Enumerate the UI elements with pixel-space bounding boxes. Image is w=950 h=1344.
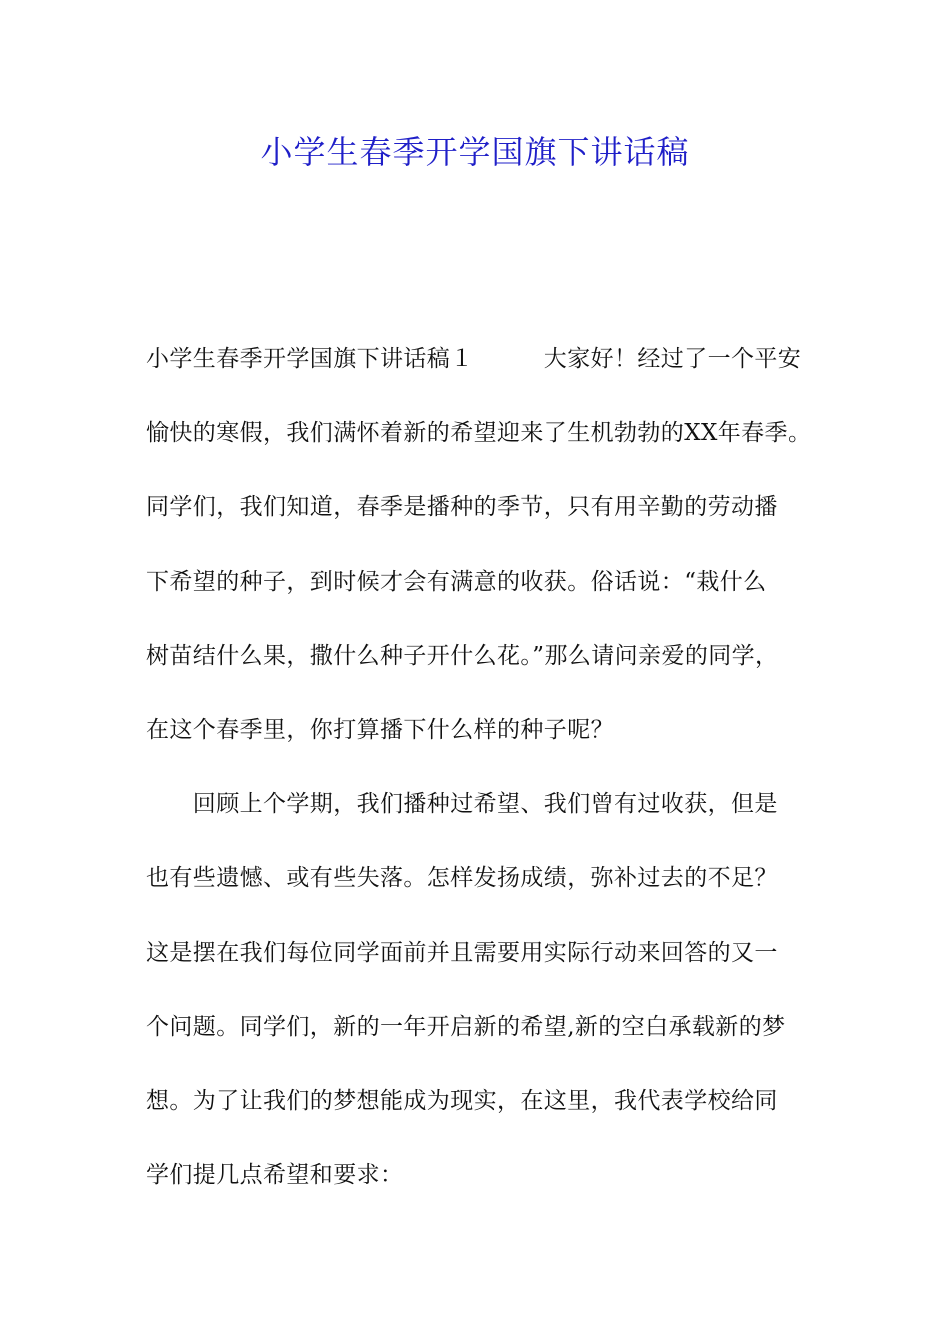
body-line: 个问题。同学们，新的一年开启新的希望,新的空白承载新的梦: [146, 1013, 786, 1040]
body-line: 想。为了让我们的梦想能成为现实，在这里，我代表学校给同: [146, 1087, 778, 1114]
body-line: 回顾上个学期，我们播种过希望、我们曾有过收获，但是: [146, 791, 778, 818]
document-title: 小学生春季开学国旗下讲话稿: [260, 133, 690, 171]
body-line: 小学生春季开学国旗下讲话稿１ 大家好！经过了一个平安: [146, 346, 802, 372]
body-line: 这是摆在我们每位同学面前并且需要用实际行动来回答的又一: [146, 939, 778, 966]
body-line: 也有些遗憾、或有些失落。怎样发扬成绩，弥补过去的不足？: [146, 865, 778, 892]
body-line: 愉快的寒假，我们满怀着新的希望迎来了生机勃勃的XX年春季。: [146, 420, 812, 447]
body-line: 在这个春季里，你打算播下什么样的种子呢？: [146, 716, 614, 743]
body-line: 同学们，我们知道，春季是播种的季节，只有用辛勤的劳动播: [146, 494, 778, 521]
body-line: 学们提几点希望和要求：: [146, 1162, 404, 1189]
body-line: 树苗结什么果，撒什么种子开什么花。”那么请问亲爱的同学，: [146, 642, 779, 669]
body-line: 下希望的种子，到时候才会有满意的收获。俗话说：“栽什么: [146, 568, 767, 595]
document-body: [146, 334, 836, 1224]
